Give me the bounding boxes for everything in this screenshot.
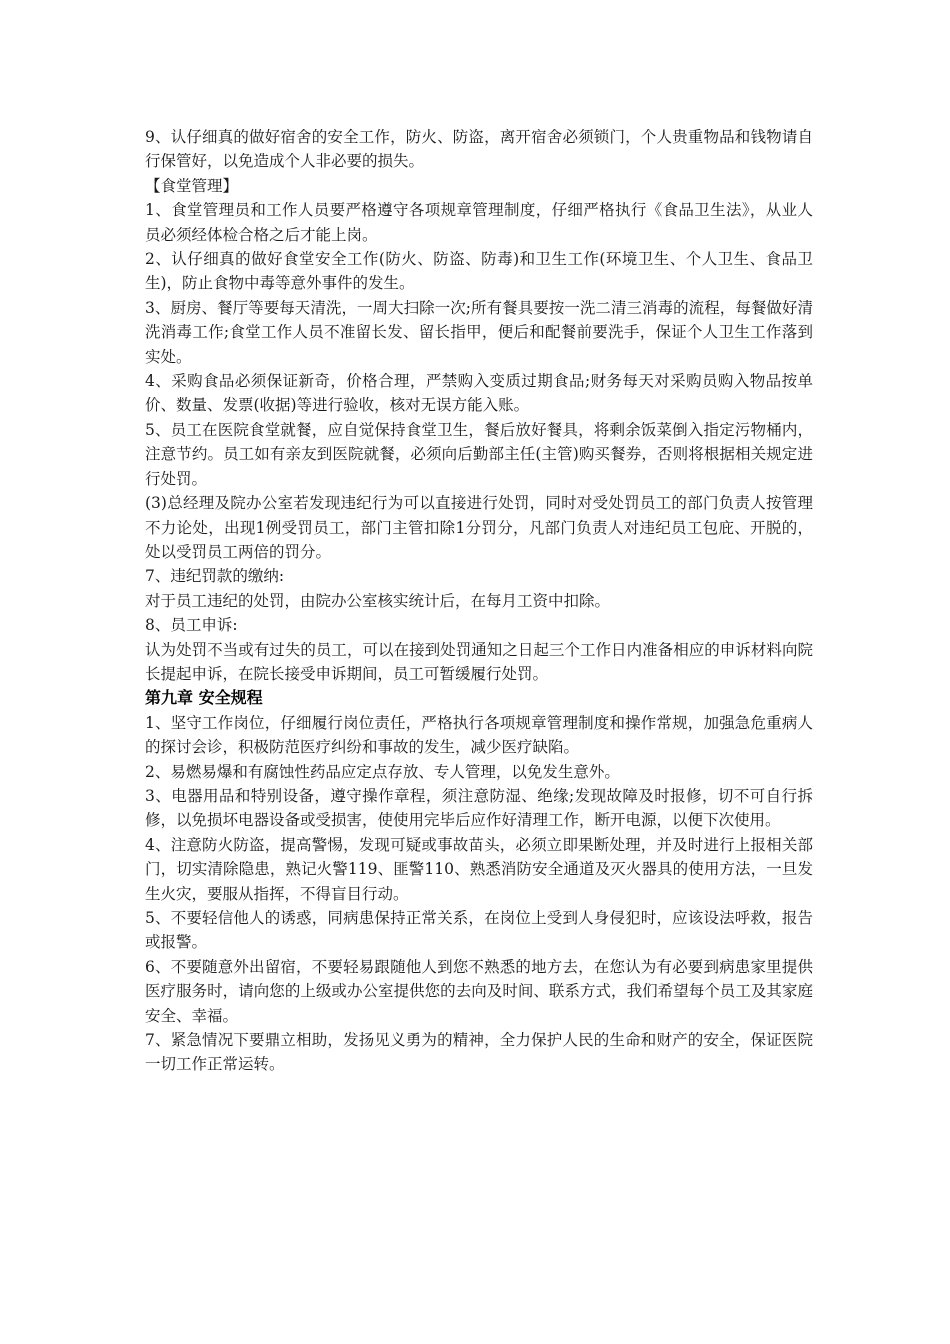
paragraph-canteen-4: 4、采购食品必须保证新奇，价格合理，严禁购入变质过期食品;财务每天对采购员购入物品按单价、数量、发票(收据)等进行验收，核对无误方能入账。 [145,372,813,415]
paragraph-penalty-3: (3)总经理及院办公室若发现违纪行为可以直接进行处罚，同时对受处罚员工的部门负责人按管理不力论处，出现1例受罚员工，部门主管扣除1分罚分，凡部门负责人对违纪员工包庇、开脱的，处以受罚员工两倍的罚分。 [145,494,813,561]
paragraph-safety-4: 4、注意防火防盗，提高警惕，发现可疑或事故苗头，必须立即果断处理，并及时进行上报相关部门，切实清除隐患，熟记火警119、匪警110、熟悉消防安全通道及灭火器具的使用方法，一旦发生火灾，要服从指挥，不得盲目行动。 [145,835,813,903]
paragraph-appeal-title: 8、员工申诉: [145,616,238,635]
paragraph-fine-payment-title: 7、违纪罚款的缴纳: [145,567,285,586]
paragraph-fine-payment: 对于员工违纪的处罚，由院办公室核实统计后，在每月工资中扣除。 [145,591,611,610]
paragraph-safety-1: 1、坚守工作岗位，仔细履行岗位责任，严格执行各项规章管理制度和操作常规，加强急危重病人的探讨会诊，积极防范医疗纠纷和事故的发生，减少医疗缺陷。 [145,713,813,757]
document-page [145,125,813,1077]
paragraph-safety-2: 2、易燃易爆和有腐蚀性药品应定点存放、专人管理，以免发生意外。 [145,762,620,781]
paragraph-appeal: 认为处罚不当或有过失的员工，可以在接到处罚通知之日起三个工作日内准备相应的申诉材料向院长提起申诉，在院长接受申诉期间，员工可暂缓履行处罚。 [145,640,813,683]
paragraph-safety-6: 6、不要随意外出留宿，不要轻易跟随他人到您不熟悉的地方去，在您认为有必要到病患家里提供医疗服务时，请向您的上级或办公室提供您的去向及时间、联系方式，我们希望每个员工及其家庭安全、幸福。 [145,957,813,1025]
paragraph-safety-5: 5、不要轻信他人的诱惑，同病患保持正常关系，在岗位上受到人身侵犯时，应该设法呼救，报告或报警。 [145,909,813,952]
section-label-canteen: 【食堂管理】 [145,176,239,195]
paragraph-dorm-safety: 9、认仔细真的做好宿舍的安全工作，防火、防盗，离开宿舍必须锁门，个人贵重物品和钱物请自行保管好，以免造成个人非必要的损失。 [145,128,813,171]
paragraph-canteen-2: 2、认仔细真的做好食堂安全工作(防火、防盗、防毒)和卫生工作(环境卫生、个人卫生、食品卫生)，防止食物中毒等意外事件的发生。 [145,250,813,293]
paragraph-safety-3: 3、电器用品和特别设备，遵守操作章程，须注意防湿、绝缘;发现故障及时报修，切不可自行拆修，以免损坏电器设备或受损害，使使用完毕后应作好清理工作，断开电源，以便下次使用。 [145,786,813,830]
paragraph-canteen-3: 3、厨房、餐厅等要每天清洗，一周大扫除一次;所有餐具要按一洗二清三消毒的流程，每餐做好清洗消毒工作;食堂工作人员不准留长发、留长指甲，便后和配餐前要洗手，保证个人卫生工作落到实处。 [145,298,813,366]
paragraph-canteen-1: 1、食堂管理员和工作人员要严格遵守各项规章管理制度，仔细严格执行《食品卫生法》，从业人员必须经体检合格之后才能上岗。 [145,201,813,244]
paragraph-safety-7: 7、紧急情况下要鼎立相助，发扬见义勇为的精神，全力保护人民的生命和财产的安全，保证医院一切工作正常运转。 [145,1031,813,1074]
paragraph-canteen-5: 5、员工在医院食堂就餐，应自觉保持食堂卫生，餐后放好餐具，将剩余饭菜倒入指定污物桶内，注意节约。员工如有亲友到医院就餐，必须向后勤部主任(主管)购买餐券，否则将根据相关规定进行处罚。 [145,420,813,488]
chapter-heading: 第九章 安全规程 [145,688,263,708]
